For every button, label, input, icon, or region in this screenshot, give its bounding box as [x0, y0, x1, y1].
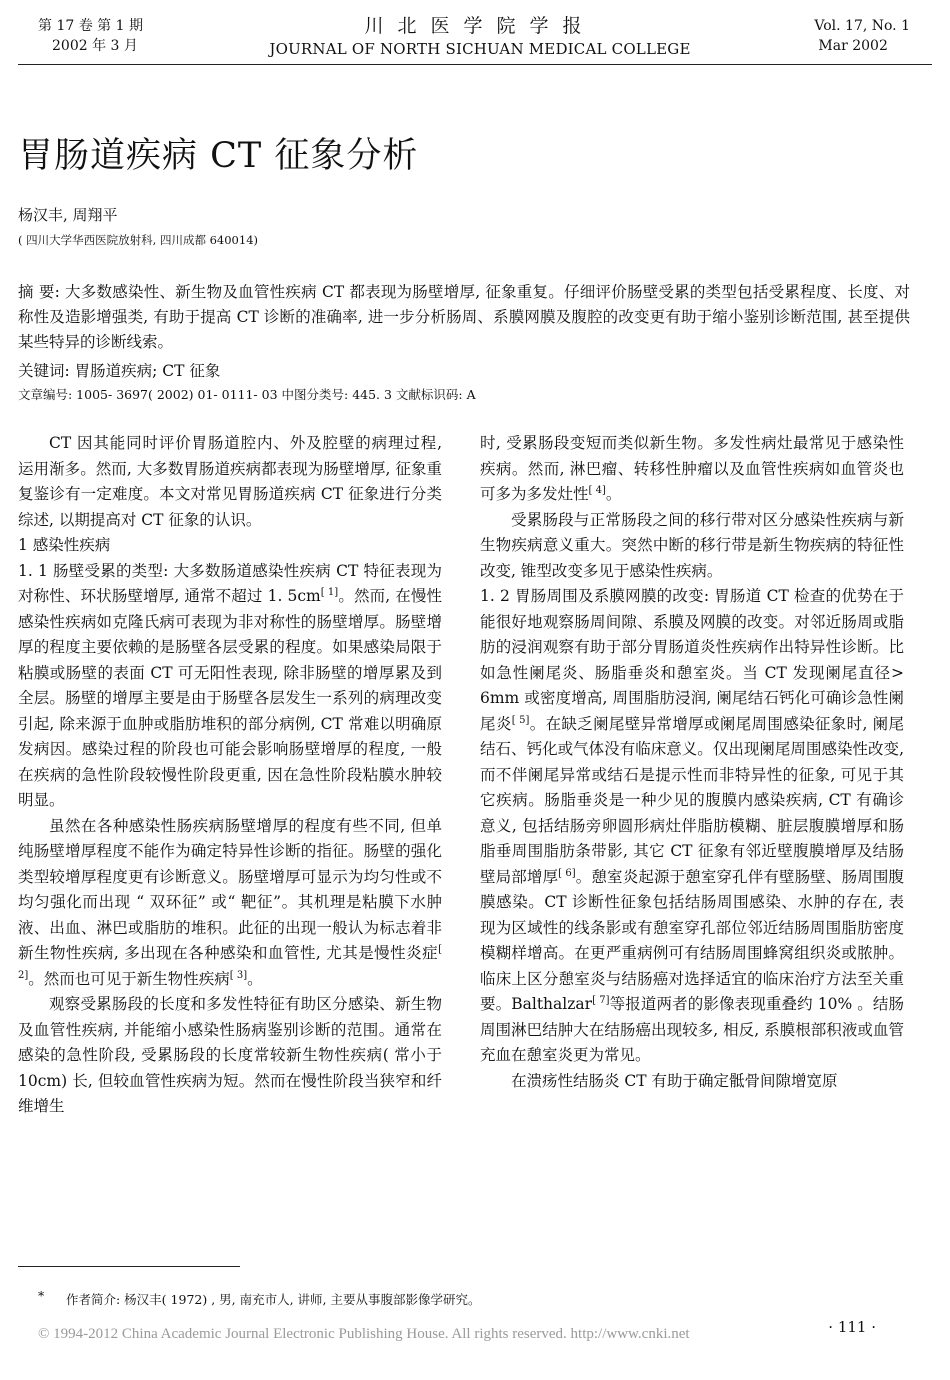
- citation: [ 4]: [588, 484, 606, 496]
- citation: [ 1]: [320, 586, 339, 598]
- paragraph: [18, 814, 442, 993]
- right-column: [480, 431, 904, 1094]
- header-rule: [18, 64, 932, 65]
- abstract: 摘 要: 大多数感染性、新生物及血管性疾病 CT 都表现为肠壁增厚, 征象重复。仔细评价肠壁受累的类型包括受累程度、长度、对称性及造影增强类, 有助于提高 CT 诊断的准确率, 进一步分析肠周、系膜网膜及腹腔的改变更有助于缩小鉴别诊断范围, 甚至提供某些特异的诊断线索。: [18, 283, 910, 351]
- paragraph-text: 时, 受累肠段变短而类似新生物。多发性病灶最常见于感染性疾病。然而, 淋巴瘤、转移性肿瘤以及血管性疾病如血管炎也可多为多发灶性: [480, 434, 904, 503]
- paragraph-text: 虽然在各种感染性肠疾病肠壁增厚的程度有些不同, 但单纯肠壁增厚程度不能作为确定特异性诊断的指征。肠壁的强化类型较增厚程度更有诊断意义。肠壁增厚可显示为均匀性或不均匀强化而出现 “ 双环征” 或“ 靶征”。其机理是粘膜下水肿液、出血、淋巴或脂肪的堆积。此征的出现一般认为标志着非新生物性疾病, 多出现在各种感染和血管性, 尤其是慢性炎症: [18, 816, 442, 962]
- paragraph-text: 。然而, 在慢性感染性疾病如克隆氏病可表现为非对称性的肠壁增厚。肠壁增厚的程度主要依赖的是肠壁各层受累的程度。如果感染局限于粘膜或肠壁的表面 CT 可无阳性表现, 除非肠壁的增厚累及到全层。肠壁的增厚主要是由于肠壁各层发生一系列的病理改变引起, 除来源于血肿或脂肪堆积的部分病例, CT 常难以明确原发病因。感染过程的阶段也可能会影响肠壁增厚的程度, 一般在疾病的急性阶段较慢性阶段更重, 因在急性阶段粘膜水肿较明显。: [18, 587, 442, 809]
- header-volume-cn: [38, 16, 143, 56]
- date-cn: 2002 年 3 月: [52, 38, 138, 54]
- paragraph-text: 等报道两者的影像表现重叠约 10% 。结肠周围淋巴结肿大在结肠癌出现较多, 相反, 系膜根部积液或血管充血在憩室炎更为常见。: [480, 995, 904, 1064]
- header-volume-en: [814, 16, 910, 56]
- paragraph: [480, 584, 904, 1069]
- paragraph-text: 。: [247, 969, 263, 988]
- date-en: Mar 2002: [818, 38, 888, 54]
- citation: [ 5]: [511, 714, 530, 726]
- journal-name-cn: 川北医学院学报: [364, 15, 596, 37]
- paragraph-text: 1. 2 胃肠周围及系膜网膜的改变: 胃肠道 CT 检查的优势在于能很好地观察肠周间隙、系膜及网膜的改变。对邻近肠周或脂肪的浸润观察有助于部分胃肠道炎性疾病作出特异性诊断。比如急性阑尾炎、肠脂垂炎和憩室炎。当 CT 发现阑尾直径> 6mm 或密度增高, 周围脂肪浸润, 阑尾结石钙化可确诊急性阑尾炎: [480, 587, 904, 733]
- keywords: 关键词: 胃肠道疾病; CT 征象: [18, 362, 221, 380]
- citation: [ 2]: [18, 943, 442, 981]
- left-column: [18, 431, 442, 1120]
- footnote-rule: [18, 1266, 240, 1267]
- paragraph: 在溃疡性结肠炎 CT 有助于确定骶骨间隙增宽原: [511, 1071, 838, 1090]
- paragraph: [480, 431, 904, 508]
- paragraph: [18, 559, 442, 814]
- paragraph: 受累肠段与正常肠段之间的移行带对区分感染性疾病与新生物疾病意义重大。突然中断的移行带是新生物疾病的特征性改变, 锥型改变多见于感染性疾病。: [480, 510, 904, 580]
- copyright-watermark: © 1994-2012 China Academic Journal Electronic Publishing House. All rights reserved. http://www.cnki.net: [38, 1326, 690, 1342]
- footnote: [40, 1290, 481, 1308]
- footnote-mark: *: [38, 1288, 45, 1303]
- paragraph-text: 。憩室炎起源于憩室穿孔伴有壁肠壁、肠周围腹膜感染。CT 诊断性征象包括结肠周围感染、水肿的存在, 表现为区域性的线条影或有憩室穿孔部位邻近结肠周围脂肪密度模糊样增高。在更严重病例可有结肠周围蜂窝组织炎或脓肿。临床上区分憩室炎与结肠癌对选择适宜的临床治疗方法至关重要。Balthalzar: [480, 867, 904, 1013]
- article-title: 胃肠道疾病 CT 征象分析: [18, 136, 419, 176]
- paragraph-text: 1. 1 肠壁受累的类型: 大多数肠道感染性疾病 CT 特征表现为对称性、环状肠壁增厚, 通常不超过 1. 5cm: [18, 561, 442, 605]
- paragraph-text: 。然而也可见于新生物性疾病: [28, 969, 230, 988]
- page-number: · 111 ·: [828, 1318, 876, 1336]
- volume-issue-cn: 第 17 卷 第 1 期: [38, 18, 143, 34]
- journal-name-en: JOURNAL OF NORTH SICHUAN MEDICAL COLLEGE: [269, 40, 691, 58]
- paragraph: 观察受累肠段的长度和多发性特征有助区分感染、新生物及血管性疾病, 并能缩小感染性肠病鉴别诊断的范围。通常在感染的急性阶段, 受累肠段的长度常较新生物性疾病( 常小于 10cm) 长, 但较血管性疾病为短。然而在慢性阶段当狭窄和纤维增生: [18, 995, 442, 1115]
- affiliation: ( 四川大学华西医院放射科, 四川成都 640014): [18, 233, 258, 247]
- paragraph-text: 。: [605, 485, 622, 503]
- citation: [ 7]: [592, 994, 610, 1006]
- volume-issue-en: Vol. 17, No. 1: [814, 18, 910, 34]
- authors: 杨汉丰, 周翔平: [18, 206, 118, 224]
- citation: [ 6]: [558, 867, 576, 879]
- citation: [ 3]: [229, 969, 248, 981]
- footnote-text: 作者简介: 杨汉丰( 1972) , 男, 南充市人, 讲师, 主要从事腹部影像学研究。: [66, 1292, 481, 1307]
- paragraph: CT 因其能同时评价胃肠道腔内、外及腔壁的病理过程, 运用渐多。然而, 大多数胃肠道疾病都表现为肠壁增厚, 征象重复鉴诊有一定难度。本文对常见胃肠道疾病 CT 征象进行分类综述, 以期提高对 CT 征象的认识。: [18, 434, 442, 529]
- journal-title-block: [250, 14, 710, 60]
- section-heading: 1 感染性疾病: [18, 536, 111, 554]
- paragraph-text: 。在缺乏阑尾壁异常增厚或阑尾周围感染征象时, 阑尾结石、钙化或气体没有临床意义。仅出现阑尾周围感染性改变, 而不伴阑尾异常或结石是提示性而非特异性的征象, 可见于其它疾病。肠脂垂炎是一种少见的腹膜内感染疾病, CT 有确诊意义, 包括结肠旁卵圆形病灶伴脂肪模糊、脏层腹膜增厚和肠脂垂周围脂肪条带影, 其它 CT 征象有邻近壁腹膜增厚及结肠壁局部增厚: [480, 714, 904, 886]
- document-number: 文章编号: 1005- 3697( 2002) 01- 0111- 03 中图分类号: 445. 3 文献标识码: A: [18, 387, 476, 402]
